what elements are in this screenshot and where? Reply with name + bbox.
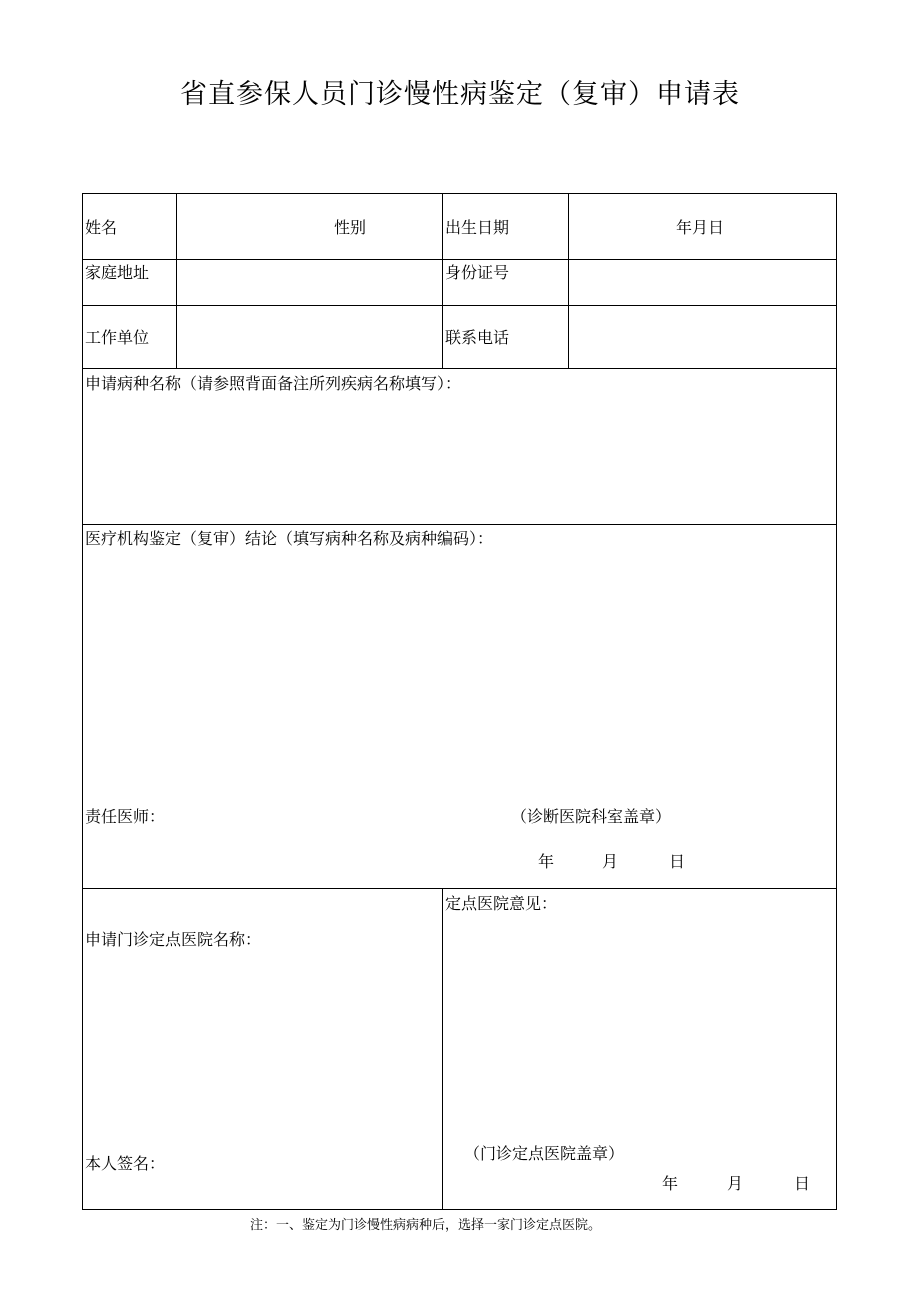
- id-number-label: 身份证号: [445, 263, 510, 282]
- name-label: 姓名: [85, 218, 118, 237]
- clinic-hospital-name-label: 申请门诊定点医院名称：: [85, 930, 262, 949]
- phone-label: 联系电话: [445, 328, 510, 347]
- column-divider: [176, 194, 177, 368]
- department-seal-label: （诊断医院科室盖章）: [511, 807, 672, 826]
- date-day-label: 日: [669, 852, 686, 871]
- row-divider: [83, 259, 836, 260]
- hospital-opinion-label: 定点医院意见：: [445, 894, 558, 913]
- date-year-label: 年: [538, 852, 555, 871]
- workplace-label: 工作单位: [85, 328, 150, 347]
- date-month-label: 月: [602, 852, 619, 871]
- date-year-label: 年: [662, 1174, 679, 1193]
- row-divider: [83, 305, 836, 306]
- application-form: [82, 193, 837, 1210]
- row-divider: [83, 524, 836, 525]
- disease-name-label: 申请病种名称（请参照背面备注所列疾病名称填写）：: [85, 374, 462, 393]
- signature-label: 本人签名：: [85, 1154, 166, 1173]
- row-divider: [83, 368, 836, 369]
- column-divider: [568, 194, 569, 368]
- birth-date-field[interactable]: 年月日: [676, 218, 725, 237]
- conclusion-label: 医疗机构鉴定（复审）结论（填写病种名称及病种编码）：: [85, 529, 494, 548]
- gender-label: 性别: [334, 218, 367, 237]
- birth-date-label: 出生日期: [445, 218, 510, 237]
- doctor-label: 责任医师：: [85, 807, 166, 826]
- date-month-label: 月: [727, 1174, 744, 1193]
- column-divider: [442, 888, 443, 1210]
- date-day-label: 日: [794, 1174, 811, 1193]
- address-label: 家庭地址: [85, 263, 150, 282]
- hospital-seal-label: （门诊定点医院盖章）: [464, 1144, 625, 1163]
- column-divider: [442, 194, 443, 368]
- footnote: 注：一、鉴定为门诊慢性病病种后，选择一家门诊定点医院。: [250, 1218, 602, 1233]
- row-divider: [83, 888, 836, 889]
- page-title: 省直参保人员门诊慢性病鉴定（复审）申请表: [180, 79, 740, 110]
